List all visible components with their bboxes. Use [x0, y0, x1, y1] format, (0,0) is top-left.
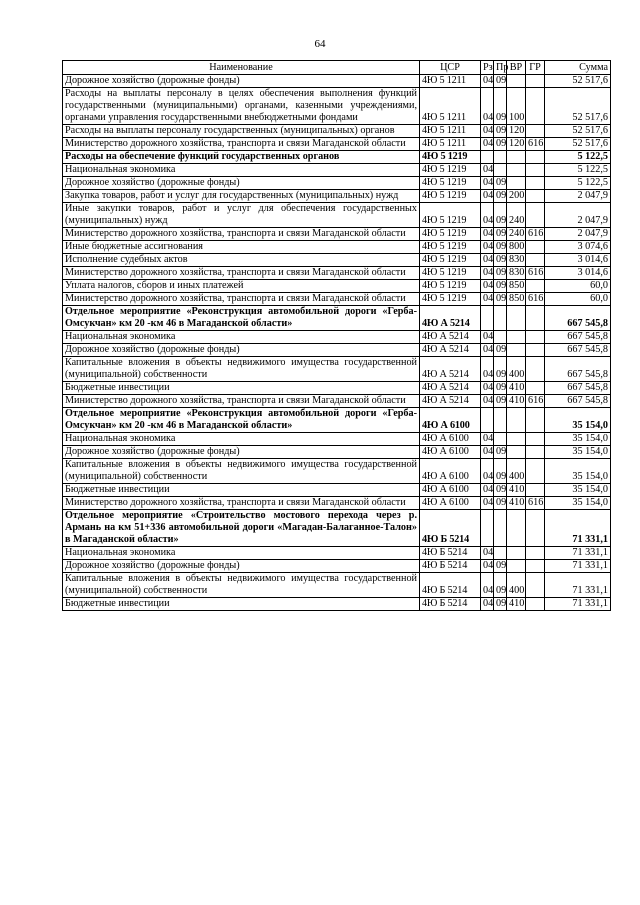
row-rz: 04 [481, 164, 494, 177]
row-sum: 60,0 [545, 280, 611, 293]
row-rz: 04 [481, 560, 494, 573]
table-row [63, 164, 611, 177]
row-pr: 09 [494, 280, 507, 293]
table-row [63, 151, 611, 164]
row-rz: 04 [481, 203, 494, 228]
row-csr: 4Ю А 5214 [420, 395, 481, 408]
row-name: Дорожное хозяйство (дорожные фонды) [63, 75, 420, 88]
row-vr: 100 [507, 88, 526, 125]
row-vr: 120 [507, 138, 526, 151]
row-sum: 35 154,0 [545, 408, 611, 433]
table-row [63, 293, 611, 306]
row-gr [526, 254, 545, 267]
row-csr: 4Ю 5 1211 [420, 125, 481, 138]
row-gr [526, 177, 545, 190]
row-csr: 4Ю 5 1219 [420, 164, 481, 177]
row-rz [481, 510, 494, 547]
row-pr: 09 [494, 267, 507, 280]
row-csr: 4Ю 5 1211 [420, 75, 481, 88]
row-pr [494, 408, 507, 433]
row-gr [526, 331, 545, 344]
table-row [63, 267, 611, 280]
row-name: Капитальные вложения в объекты недвижимого имущества государственной (муниципальной) собственности [63, 573, 420, 598]
table-row [63, 395, 611, 408]
row-pr: 09 [494, 125, 507, 138]
row-sum: 35 154,0 [545, 446, 611, 459]
row-pr: 09 [494, 254, 507, 267]
row-vr: 240 [507, 228, 526, 241]
row-csr: 4Ю А 5214 [420, 344, 481, 357]
row-gr: 616 [526, 497, 545, 510]
row-name: Национальная экономика [63, 547, 420, 560]
row-gr [526, 446, 545, 459]
col-header-pr: Пр [494, 61, 507, 75]
row-rz: 04 [481, 395, 494, 408]
row-vr [507, 547, 526, 560]
row-csr: 4Ю 5 1219 [420, 254, 481, 267]
row-sum: 667 545,8 [545, 344, 611, 357]
table-row [63, 138, 611, 151]
row-pr [494, 164, 507, 177]
table-body [63, 75, 611, 611]
table-row [63, 75, 611, 88]
row-vr: 410 [507, 382, 526, 395]
row-pr [494, 510, 507, 547]
row-name: Бюджетные инвестиции [63, 484, 420, 497]
row-rz [481, 306, 494, 331]
row-rz: 04 [481, 497, 494, 510]
table-row [63, 177, 611, 190]
row-gr [526, 203, 545, 228]
table-row [63, 510, 611, 547]
row-gr [526, 459, 545, 484]
row-vr [507, 151, 526, 164]
table-row [63, 203, 611, 228]
table-row [63, 331, 611, 344]
row-name: Отдельное мероприятие «Строительство мостового перехода через р. Армань на км 51+336 автомобильной дороги «Магадан-Балаганное-Талон» в Магаданской области» [63, 510, 420, 547]
row-sum: 52 517,6 [545, 138, 611, 151]
row-gr [526, 280, 545, 293]
row-csr: 4Ю 5 1219 [420, 177, 481, 190]
row-rz: 04 [481, 75, 494, 88]
row-rz: 04 [481, 459, 494, 484]
row-vr: 200 [507, 190, 526, 203]
row-rz: 04 [481, 382, 494, 395]
row-name: Расходы на выплаты персоналу государственных (муниципальных) органов [63, 125, 420, 138]
col-header-vr: ВР [507, 61, 526, 75]
row-sum: 667 545,8 [545, 306, 611, 331]
row-name: Министерство дорожного хозяйства, транспорта и связи Магаданской области [63, 138, 420, 151]
row-csr: 4Ю 5 1211 [420, 138, 481, 151]
row-pr: 09 [494, 459, 507, 484]
row-name: Иные бюджетные ассигнования [63, 241, 420, 254]
row-csr: 4Ю 5 1219 [420, 190, 481, 203]
row-rz: 04 [481, 177, 494, 190]
row-vr: 410 [507, 484, 526, 497]
row-rz: 04 [481, 267, 494, 280]
row-pr: 09 [494, 293, 507, 306]
row-name: Дорожное хозяйство (дорожные фонды) [63, 177, 420, 190]
row-gr [526, 75, 545, 88]
row-gr [526, 547, 545, 560]
row-rz: 04 [481, 446, 494, 459]
row-pr [494, 433, 507, 446]
row-pr [494, 306, 507, 331]
row-sum: 60,0 [545, 293, 611, 306]
row-csr: 4Ю 5 1219 [420, 151, 481, 164]
table-row [63, 280, 611, 293]
row-gr [526, 241, 545, 254]
row-sum: 2 047,9 [545, 228, 611, 241]
row-gr [526, 125, 545, 138]
row-csr: 4Ю 5 1219 [420, 293, 481, 306]
row-rz: 04 [481, 190, 494, 203]
row-sum: 667 545,8 [545, 395, 611, 408]
row-sum: 71 331,1 [545, 598, 611, 611]
row-sum: 71 331,1 [545, 573, 611, 598]
row-csr: 4Ю А 5214 [420, 357, 481, 382]
table-row [63, 459, 611, 484]
row-rz [481, 151, 494, 164]
row-pr [494, 151, 507, 164]
row-pr: 09 [494, 573, 507, 598]
table-row [63, 190, 611, 203]
row-name: Национальная экономика [63, 164, 420, 177]
row-rz: 04 [481, 293, 494, 306]
row-csr: 4Ю 5 1211 [420, 88, 481, 125]
table-row [63, 433, 611, 446]
row-rz: 04 [481, 125, 494, 138]
row-csr: 4Ю А 6100 [420, 497, 481, 510]
row-name: Исполнение судебных актов [63, 254, 420, 267]
row-pr: 09 [494, 88, 507, 125]
row-pr [494, 331, 507, 344]
row-vr: 240 [507, 203, 526, 228]
row-name: Министерство дорожного хозяйства, транспорта и связи Магаданской области [63, 267, 420, 280]
row-rz [481, 408, 494, 433]
table-header-row [63, 61, 611, 75]
row-csr: 4Ю 5 1219 [420, 280, 481, 293]
row-sum: 71 331,1 [545, 547, 611, 560]
row-gr: 616 [526, 395, 545, 408]
col-header-name: Наименование [63, 61, 420, 75]
row-sum: 35 154,0 [545, 459, 611, 484]
row-sum: 35 154,0 [545, 484, 611, 497]
row-name: Министерство дорожного хозяйства, транспорта и связи Магаданской области [63, 395, 420, 408]
row-vr: 400 [507, 573, 526, 598]
row-rz: 04 [481, 357, 494, 382]
row-sum: 2 047,9 [545, 190, 611, 203]
row-vr: 830 [507, 267, 526, 280]
row-name: Бюджетные инвестиции [63, 382, 420, 395]
row-pr: 09 [494, 382, 507, 395]
row-sum: 71 331,1 [545, 560, 611, 573]
row-name: Министерство дорожного хозяйства, транспорта и связи Магаданской области [63, 293, 420, 306]
row-rz: 04 [481, 228, 494, 241]
row-pr: 09 [494, 344, 507, 357]
row-gr [526, 433, 545, 446]
row-gr [526, 88, 545, 125]
row-vr [507, 164, 526, 177]
row-sum: 35 154,0 [545, 497, 611, 510]
table-row [63, 357, 611, 382]
row-vr [507, 75, 526, 88]
table-row [63, 598, 611, 611]
row-gr [526, 190, 545, 203]
row-vr: 800 [507, 241, 526, 254]
col-header-sum: Сумма [545, 61, 611, 75]
row-rz: 04 [481, 138, 494, 151]
row-pr: 09 [494, 560, 507, 573]
row-pr: 09 [494, 138, 507, 151]
row-sum: 71 331,1 [545, 510, 611, 547]
row-pr: 09 [494, 395, 507, 408]
table-row [63, 408, 611, 433]
row-sum: 5 122,5 [545, 177, 611, 190]
row-pr: 09 [494, 241, 507, 254]
row-name: Расходы на обеспечение функций государственных органов [63, 151, 420, 164]
row-vr [507, 331, 526, 344]
table-row [63, 306, 611, 331]
row-csr: 4Ю Б 5214 [420, 573, 481, 598]
row-name: Закупка товаров, работ и услуг для государственных (муниципальных) нужд [63, 190, 420, 203]
row-sum: 52 517,6 [545, 125, 611, 138]
row-csr: 4Ю А 6100 [420, 408, 481, 433]
row-csr: 4Ю 5 1219 [420, 241, 481, 254]
row-pr: 09 [494, 357, 507, 382]
row-rz: 04 [481, 433, 494, 446]
row-rz: 04 [481, 280, 494, 293]
row-pr: 09 [494, 75, 507, 88]
row-sum: 667 545,8 [545, 357, 611, 382]
row-sum: 52 517,6 [545, 75, 611, 88]
row-name: Отдельное мероприятие «Реконструкция автомобильной дороги «Герба-Омсукчан» км 20 -км 46 в Магаданской области» [63, 408, 420, 433]
row-csr: 4Ю Б 5214 [420, 510, 481, 547]
row-sum: 3 074,6 [545, 241, 611, 254]
row-csr: 4Ю А 6100 [420, 484, 481, 497]
row-csr: 4Ю А 6100 [420, 433, 481, 446]
row-gr [526, 484, 545, 497]
row-name: Дорожное хозяйство (дорожные фонды) [63, 344, 420, 357]
row-vr: 850 [507, 280, 526, 293]
row-vr [507, 408, 526, 433]
row-pr: 09 [494, 228, 507, 241]
table-row [63, 547, 611, 560]
row-csr: 4Ю 5 1219 [420, 203, 481, 228]
row-gr [526, 357, 545, 382]
row-vr [507, 344, 526, 357]
col-header-rz: Рз [481, 61, 494, 75]
row-name: Отдельное мероприятие «Реконструкция автомобильной дороги «Герба-Омсукчан» км 20 -км 46 в Магаданской области» [63, 306, 420, 331]
row-csr: 4Ю А 5214 [420, 331, 481, 344]
row-vr: 830 [507, 254, 526, 267]
row-rz: 04 [481, 598, 494, 611]
row-rz: 04 [481, 241, 494, 254]
row-csr: 4Ю 5 1219 [420, 267, 481, 280]
row-sum: 667 545,8 [545, 331, 611, 344]
row-vr: 410 [507, 598, 526, 611]
row-csr: 4Ю А 5214 [420, 306, 481, 331]
col-header-gr: ГР [526, 61, 545, 75]
row-rz: 04 [481, 88, 494, 125]
row-name: Министерство дорожного хозяйства, транспорта и связи Магаданской области [63, 497, 420, 510]
row-rz: 04 [481, 547, 494, 560]
row-vr: 850 [507, 293, 526, 306]
row-csr: 4Ю Б 5214 [420, 598, 481, 611]
budget-table [62, 60, 611, 611]
row-name: Расходы на выплаты персоналу в целях обеспечения выполнения функций государственными (муниципальными) органами, казенными учреждениями, органами управления государственными внебюджетными фондами [63, 88, 420, 125]
row-pr: 09 [494, 598, 507, 611]
row-vr: 400 [507, 357, 526, 382]
row-gr [526, 560, 545, 573]
row-rz: 04 [481, 331, 494, 344]
col-header-csr: ЦСР [420, 61, 481, 75]
row-gr [526, 164, 545, 177]
row-sum: 3 014,6 [545, 267, 611, 280]
row-name: Капитальные вложения в объекты недвижимого имущества государственной (муниципальной) собственности [63, 357, 420, 382]
row-rz: 04 [481, 573, 494, 598]
row-rz: 04 [481, 484, 494, 497]
row-vr: 400 [507, 459, 526, 484]
table-row [63, 497, 611, 510]
row-name: Национальная экономика [63, 331, 420, 344]
row-name: Дорожное хозяйство (дорожные фонды) [63, 446, 420, 459]
page-number: 64 [314, 38, 326, 50]
table-row [63, 484, 611, 497]
row-name: Иные закупки товаров, работ и услуг для обеспечения государственных (муниципальных) нужд [63, 203, 420, 228]
row-sum: 5 122,5 [545, 164, 611, 177]
row-vr [507, 433, 526, 446]
row-gr [526, 344, 545, 357]
row-csr: 4Ю А 6100 [420, 446, 481, 459]
row-pr: 09 [494, 446, 507, 459]
row-gr [526, 573, 545, 598]
row-name: Бюджетные инвестиции [63, 598, 420, 611]
table-row [63, 382, 611, 395]
row-vr [507, 560, 526, 573]
row-rz: 04 [481, 344, 494, 357]
row-gr [526, 510, 545, 547]
table-row [63, 241, 611, 254]
row-csr: 4Ю Б 5214 [420, 560, 481, 573]
row-csr: 4Ю Б 5214 [420, 547, 481, 560]
row-gr [526, 598, 545, 611]
row-pr [494, 547, 507, 560]
row-sum: 35 154,0 [545, 433, 611, 446]
row-vr [507, 510, 526, 547]
row-vr: 410 [507, 497, 526, 510]
row-name: Дорожное хозяйство (дорожные фонды) [63, 560, 420, 573]
row-pr: 09 [494, 497, 507, 510]
row-vr [507, 306, 526, 331]
row-gr: 616 [526, 138, 545, 151]
row-csr: 4Ю 5 1219 [420, 228, 481, 241]
table-row [63, 560, 611, 573]
row-pr: 09 [494, 177, 507, 190]
row-vr [507, 446, 526, 459]
row-pr: 09 [494, 190, 507, 203]
row-pr: 09 [494, 203, 507, 228]
table-row [63, 125, 611, 138]
row-gr [526, 306, 545, 331]
table-row [63, 573, 611, 598]
row-sum: 2 047,9 [545, 203, 611, 228]
row-csr: 4Ю А 5214 [420, 382, 481, 395]
row-gr [526, 382, 545, 395]
table-row [63, 344, 611, 357]
row-sum: 5 122,5 [545, 151, 611, 164]
row-name: Министерство дорожного хозяйства, транспорта и связи Магаданской области [63, 228, 420, 241]
row-sum: 52 517,6 [545, 88, 611, 125]
row-csr: 4Ю А 6100 [420, 459, 481, 484]
row-vr: 120 [507, 125, 526, 138]
table-row [63, 254, 611, 267]
row-vr [507, 177, 526, 190]
row-gr: 616 [526, 293, 545, 306]
row-sum: 3 014,6 [545, 254, 611, 267]
row-rz: 04 [481, 254, 494, 267]
row-vr: 410 [507, 395, 526, 408]
row-gr [526, 408, 545, 433]
row-pr: 09 [494, 484, 507, 497]
table-row [63, 446, 611, 459]
row-gr [526, 151, 545, 164]
row-name: Уплата налогов, сборов и иных платежей [63, 280, 420, 293]
row-name: Капитальные вложения в объекты недвижимого имущества государственной (муниципальной) собственности [63, 459, 420, 484]
table-row [63, 88, 611, 125]
table-row [63, 228, 611, 241]
row-sum: 667 545,8 [545, 382, 611, 395]
row-gr: 616 [526, 267, 545, 280]
row-gr: 616 [526, 228, 545, 241]
row-name: Национальная экономика [63, 433, 420, 446]
